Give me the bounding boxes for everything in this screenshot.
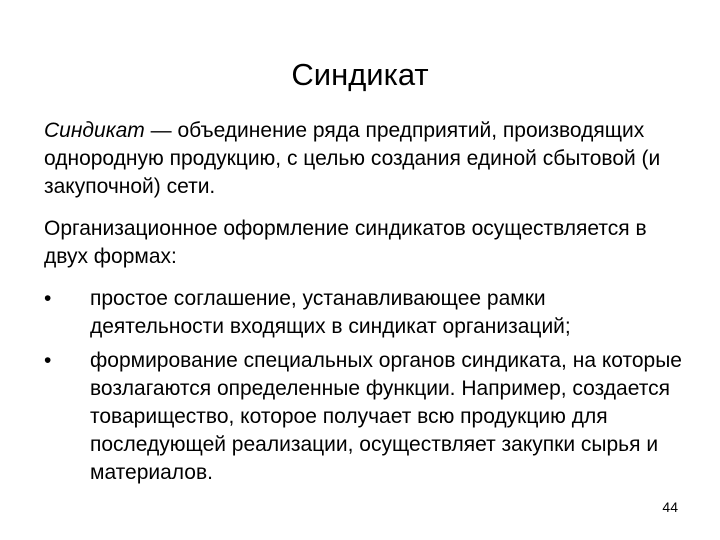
list-item-text: формирование специальных органов синдиката, на которые возлагаются определенные функции. Например, создается товарищество, которое получает всю продукцию для последующей реализации, осуществляет закупки сырья и материалов.: [90, 349, 682, 484]
definition-text: — объединение ряда предприятий, производящих однородную продукцию, с целью создания единой сбытовой (и закупочной) сети.: [44, 119, 661, 198]
slide-title: Синдикат: [291, 57, 429, 92]
bullet-marker: •: [44, 287, 52, 310]
intro-paragraph: Организационное оформление синдикатов осуществляется в двух формах:: [44, 217, 647, 268]
list-item: [44, 285, 684, 341]
list-item-text: простое соглашение, устанавливающее рамки деятельности входящих в синдикат организаций;: [90, 287, 571, 338]
page-number: 44: [662, 499, 678, 515]
definition-paragraph: [44, 117, 684, 201]
definition-term: Синдикат: [44, 119, 145, 142]
bullet-list: [44, 285, 684, 493]
list-item: [44, 347, 684, 487]
bullet-marker: •: [44, 349, 52, 372]
